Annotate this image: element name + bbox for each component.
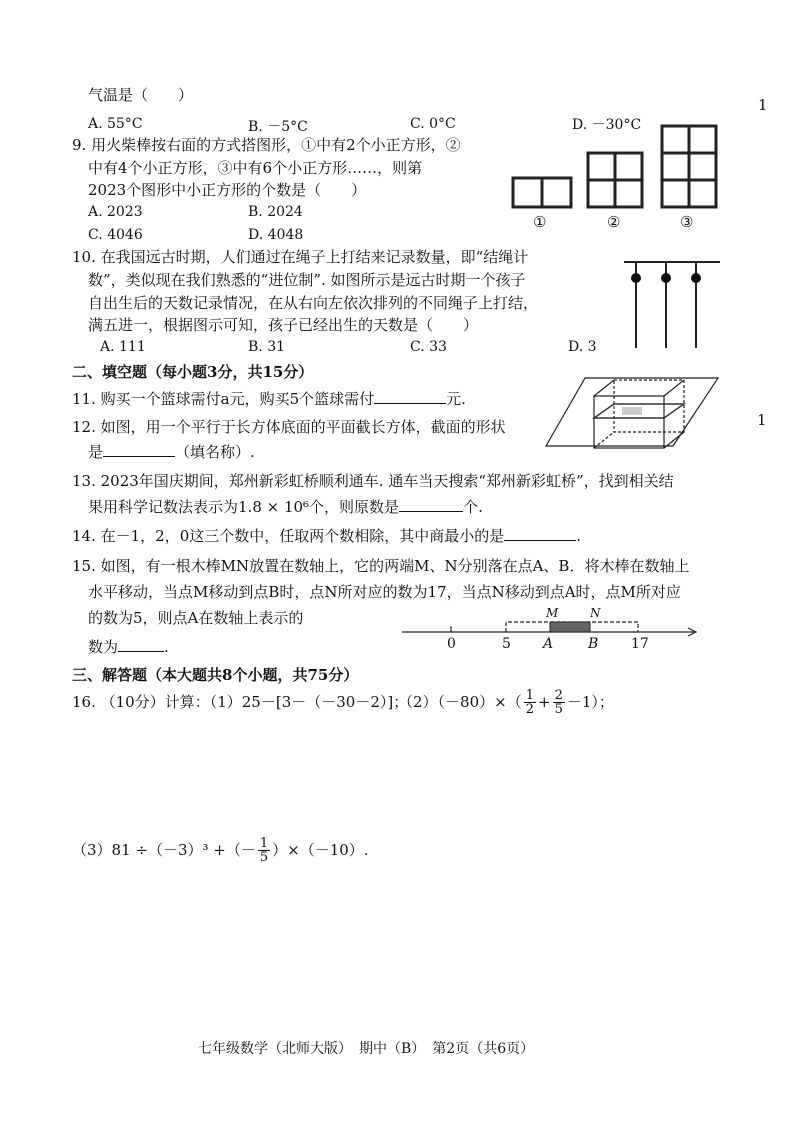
q15-line4: [88, 637, 169, 656]
margin-mark: 1: [757, 411, 767, 429]
q13-line1: 13. 2023年国庆期间，郑州新彩虹桥顺利通车. 通车当天搜索“郑州新彩虹桥”，找到相关结: [72, 472, 674, 490]
axis-label-zero: 0: [447, 636, 456, 652]
axis-label-a: A: [543, 636, 554, 652]
fig-label-3: ③: [680, 213, 694, 231]
fraction-one-half: $\frac{1}{2}$: [525, 687, 534, 717]
q12-line1: 12. 如图，用一个平行于长方体底面的平面截长方体，截面的形状: [72, 418, 506, 436]
q12-tail: （填名称）.: [175, 443, 255, 461]
q12-answer-blank[interactable]: [103, 442, 175, 457]
axis-label-five: 5: [502, 636, 511, 652]
q10-option-c: C. 33: [410, 339, 447, 355]
q11-stem: 11. 购买一个篮球需付a元，购买5个篮球需付: [72, 390, 375, 408]
q15-line2: 水平移动，当点M移动到点B时，点N所对应的数为17，当点N移动到点A时，点M所对应: [88, 583, 681, 601]
fraction-one-fifth: $\frac{1}{5}$: [259, 835, 269, 865]
q16-part3: [72, 833, 369, 867]
axis-label-b: B: [588, 636, 599, 652]
q12-line2: [88, 442, 255, 461]
q9-option-b: B. 2024: [248, 204, 303, 220]
q14-stem: 14. 在－1，2，0这三个数中，任取两个数相除，其中商最小的是: [72, 527, 505, 545]
fig-label-2: ②: [607, 213, 621, 231]
q9-option-a: A. 2023: [88, 204, 143, 220]
q13-stem: 果用科学记数法表示为1.8 × 10⁶个，则原数是: [88, 498, 400, 516]
section2-title: 二、填空题（每小题3分，共15分）: [72, 363, 314, 381]
rod-label-m: M: [546, 606, 559, 620]
q16-part2-lead: （2）（－80）×（: [398, 693, 522, 711]
q9-option-d: D. 4048: [248, 227, 304, 243]
q9-option-c: C. 4046: [88, 227, 143, 243]
q11-tail: 元.: [446, 390, 466, 408]
q15-line3: 的数为5，则点A在数轴上表示的: [88, 609, 304, 627]
q9-line2: 中有4个小正方形，③中有6个小正方形……，则第: [88, 159, 423, 177]
q10-option-a: A. 111: [100, 339, 146, 355]
q9-line1: 9. 用火柴棒按右面的方式搭图形，①中有2个小正方形，②: [72, 136, 461, 154]
margin-mark: 1: [758, 96, 768, 114]
q16-part2: [398, 685, 614, 719]
q10-line2: 数”，类似现在我们熟悉的“进位制”. 如图所示是远古时期一个孩子: [88, 271, 526, 289]
q13-tail: 个.: [463, 498, 483, 516]
q15-stem: 数为: [88, 638, 119, 656]
q10-line3: 自出生后的天数记录情况，在从右向左依次排列的不同绳子上打结，: [88, 294, 539, 312]
fraction-two-fifths: $\frac{2}{5}$: [554, 687, 563, 717]
axis-label-seventeen: 17: [631, 636, 649, 652]
section3-title: 三、解答题（本大题共8个小题，共75分）: [72, 666, 359, 684]
q11-text: [72, 389, 466, 408]
q8-option-a: A. 55°C: [88, 116, 143, 132]
q13-answer-blank[interactable]: [399, 497, 463, 512]
q10-option-d: D. 3: [568, 339, 597, 355]
plus-sign: +: [537, 693, 551, 711]
q14-tail: .: [576, 527, 582, 545]
q16-part3-lead: （3）81 ÷（－3）³ +（－: [72, 841, 256, 859]
knotted-ropes-figure: [622, 252, 722, 350]
q16-part1: 16. （10分）计算：（1）25－[3－（－30－2）]；: [72, 693, 409, 711]
rod-label-n: N: [590, 606, 601, 620]
q16-part2-tail: －1）；: [566, 693, 614, 711]
q15-tail: .: [164, 638, 169, 656]
q10-option-b: B. 31: [248, 339, 286, 355]
page-footer: 七年级数学（北师大版） 期中（B） 第2页（共6页）: [198, 1041, 535, 1057]
cuboid-section-figure: [540, 374, 720, 456]
q13-line2: [88, 497, 483, 516]
q10-line1: 10. 在我国远古时期，人们通过在绳子上打结来记录数量，即“结绳计: [72, 248, 529, 266]
q8-stem-tail: 气温是（ ）: [88, 86, 194, 104]
q16-part3-tail: ）×（－10）.: [272, 841, 369, 859]
q11-answer-blank[interactable]: [374, 389, 446, 404]
q9-line3: 2023个图形中小正方形的个数是（ ）: [88, 181, 367, 199]
q14-text: [72, 526, 581, 545]
q10-line4: 满五进一，根据图示可知，孩子已经出生的天数是（ ）: [88, 316, 479, 334]
q15-line1: 15. 如图，有一根木棒MN放置在数轴上，它的两端M、N分别落在点A、B．将木棒在数轴上: [72, 557, 690, 575]
q8-option-d: D. －30°C: [572, 117, 642, 133]
q14-answer-blank[interactable]: [504, 526, 576, 541]
fig-label-1: ①: [533, 213, 547, 231]
q15-answer-blank[interactable]: [118, 637, 164, 652]
q8-option-b: B. －5°C: [248, 119, 308, 135]
q12-stem: 是: [88, 443, 104, 461]
q8-option-c: C. 0°C: [410, 116, 456, 132]
